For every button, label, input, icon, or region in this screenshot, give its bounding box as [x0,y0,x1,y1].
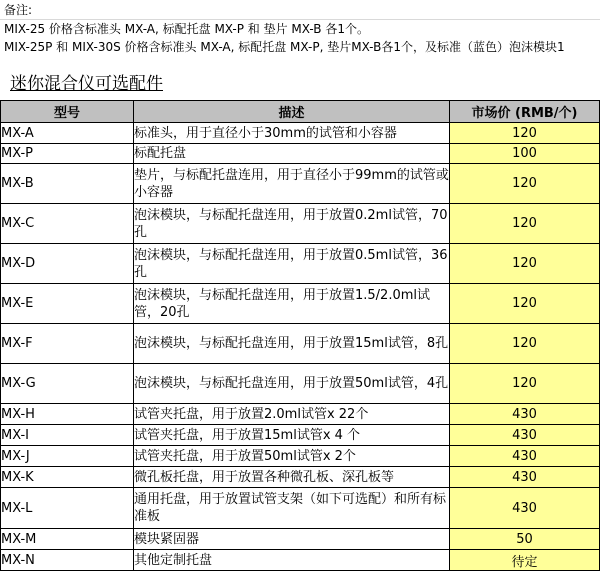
table-row [1,488,600,529]
cell-price: 430 [450,446,600,467]
header-model: 型号 [1,101,134,123]
table-row [1,144,600,164]
cell-description: 试管夹托盘，用于放置50ml试管x 2个 [134,446,450,467]
header-price: 市场价 (RMB/个) [450,101,600,123]
accessories-table [0,100,600,571]
notes-title: 备注: [4,3,33,17]
cell-model: MX-B [1,164,134,204]
cell-model: MX-H [1,404,134,425]
cell-model: MX-I [1,425,134,446]
table-row [1,324,600,364]
cell-description: 标准头，用于直径小于30mm的试管和小容器 [134,123,450,144]
cell-model: MX-F [1,324,134,364]
section-title: 迷你混合仪可选配件 [10,74,163,94]
table-row [1,467,600,488]
table-row [1,529,600,550]
cell-description: 通用托盘，用于放置试管支架（如下可选配）和所有标准板 [134,488,450,529]
cell-model: MX-E [1,284,134,324]
cell-price: 120 [450,244,600,284]
cell-description: 泡沫模块，与标配托盘连用，用于放置50ml试管，4孔 [134,364,450,404]
cell-description: 试管夹托盘，用于放置15ml试管x 4 个 [134,425,450,446]
table-row [1,204,600,244]
cell-description: 试管夹托盘，用于放置2.0ml试管x 22个 [134,404,450,425]
cell-model: MX-P [1,144,134,164]
cell-description: 其他定制托盘 [134,550,450,571]
table-row [1,244,600,284]
cell-model: MX-K [1,467,134,488]
table-row [1,164,600,204]
cell-price: 120 [450,123,600,144]
cell-model: MX-D [1,244,134,284]
table-header-row [1,101,600,123]
table-row [1,425,600,446]
cell-price: 100 [450,144,600,164]
cell-description: 模块紧固器 [134,529,450,550]
cell-description: 微孔板托盘，用于放置各种微孔板、深孔板等 [134,467,450,488]
cell-description: 泡沫模块，与标配托盘连用，用于放置0.2ml试管，70孔 [134,204,450,244]
notes-area [0,0,600,72]
header-description: 描述 [134,101,450,123]
cell-price: 430 [450,488,600,529]
table-row [1,446,600,467]
cell-description: 泡沫模块，与标配托盘连用，用于放置0.5ml试管，36孔 [134,244,450,284]
cell-description: 垫片，与标配托盘连用，用于直径小于99mm的试管或小容器 [134,164,450,204]
note-line-1: MIX-25 价格含标准头 MX-A, 标配托盘 MX-P 和 垫片 MX-B 各1个。 [4,22,369,36]
cell-description: 泡沫模块，与标配托盘连用，用于放置15ml试管，8孔 [134,324,450,364]
cell-model: MX-G [1,364,134,404]
table-row [1,284,600,324]
table-row [1,364,600,404]
cell-price: 待定 [450,550,600,571]
cell-description: 泡沫模块，与标配托盘连用，用于放置1.5/2.0ml试管，20孔 [134,284,450,324]
cell-price: 120 [450,204,600,244]
cell-model: MX-A [1,123,134,144]
cell-model: MX-J [1,446,134,467]
note-line-2: MIX-25P 和 MIX-30S 价格含标准头 MX-A, 标配托盘 MX-P, 垫片MX-B各1个，及标准（蓝色）泡沫模块1 [4,40,565,54]
cell-price: 430 [450,467,600,488]
cell-price: 430 [450,404,600,425]
cell-price: 120 [450,324,600,364]
cell-price: 120 [450,284,600,324]
cell-description: 标配托盘 [134,144,450,164]
table-row [1,404,600,425]
cell-price: 120 [450,364,600,404]
cell-price: 430 [450,425,600,446]
cell-model: MX-L [1,488,134,529]
table-row [1,123,600,144]
cell-price: 50 [450,529,600,550]
table-row [1,550,600,571]
cell-model: MX-N [1,550,134,571]
cell-model: MX-C [1,204,134,244]
cell-model: MX-M [1,529,134,550]
cell-price: 120 [450,164,600,204]
